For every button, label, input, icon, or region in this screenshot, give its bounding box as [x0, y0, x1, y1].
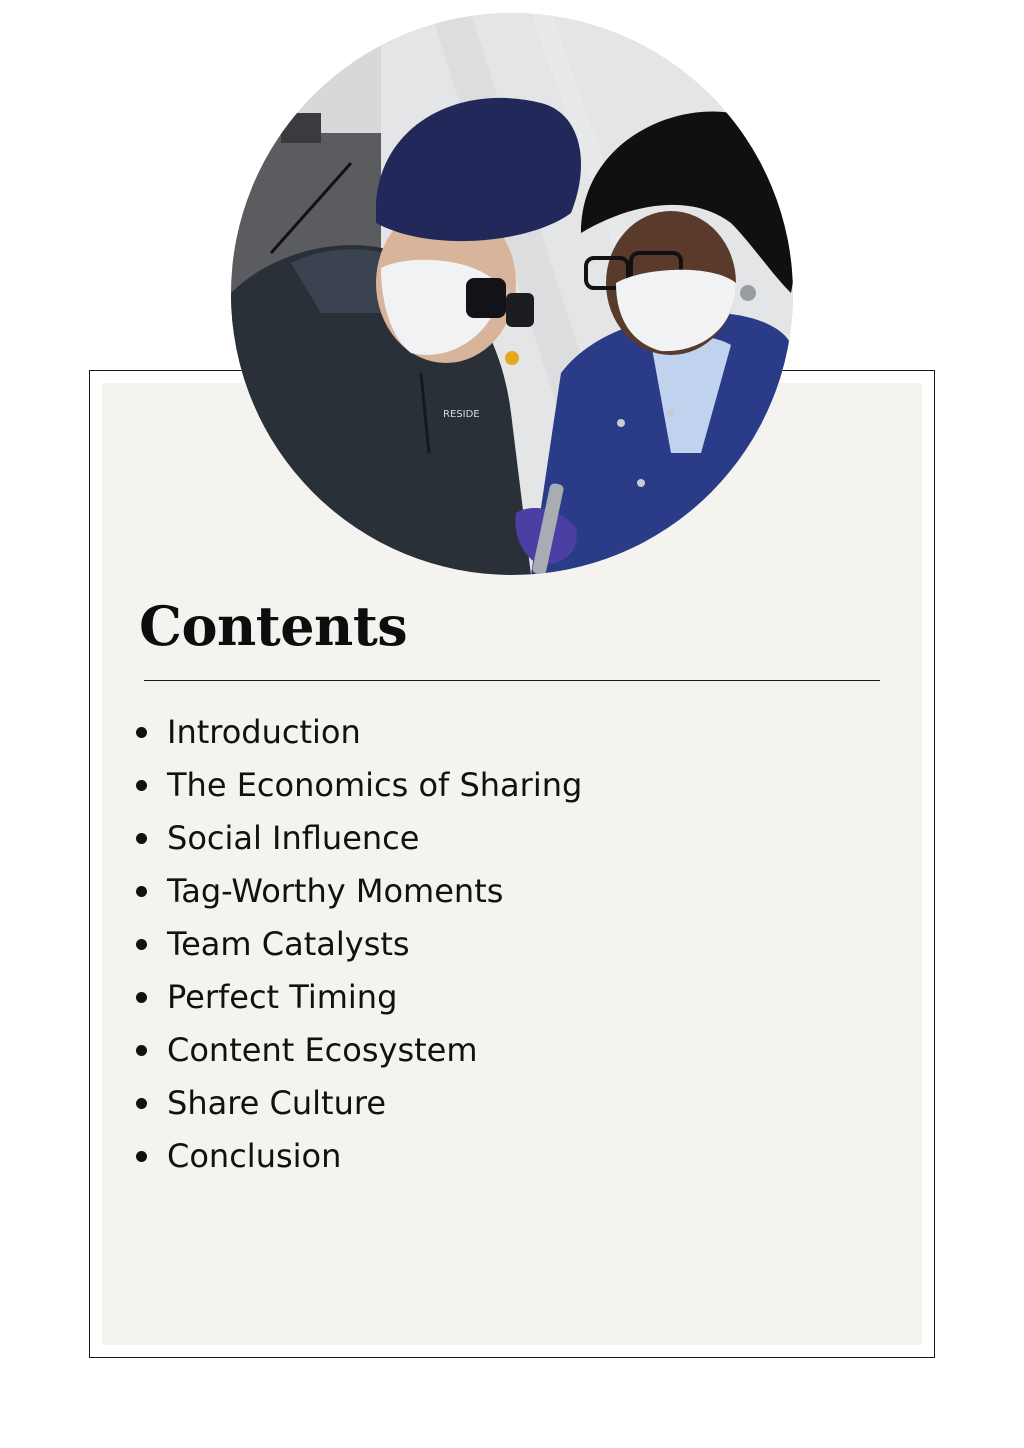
page-title: Contents	[139, 594, 408, 658]
toc-item-label: Introduction	[167, 713, 361, 751]
bullet-icon	[136, 1098, 147, 1109]
title-divider	[144, 680, 880, 681]
toc-item	[132, 1024, 582, 1077]
toc-item	[132, 918, 582, 971]
toc-item-label: Perfect Timing	[167, 978, 398, 1016]
toc-item-label: Tag-Worthy Moments	[167, 872, 504, 910]
dental-team-photo	[231, 13, 793, 575]
toc-item-label: Content Ecosystem	[167, 1031, 478, 1069]
bullet-icon	[136, 992, 147, 1003]
jacket-logo-text: RESIDE	[443, 409, 480, 420]
table-of-contents	[132, 706, 582, 1183]
toc-item-label: Share Culture	[167, 1084, 386, 1122]
bullet-icon	[136, 1045, 147, 1056]
toc-item	[132, 1130, 582, 1183]
toc-item-label: Conclusion	[167, 1137, 342, 1175]
bullet-icon	[136, 727, 147, 738]
toc-item	[132, 706, 582, 759]
bullet-icon	[136, 833, 147, 844]
bullet-icon	[136, 886, 147, 897]
toc-item	[132, 1077, 582, 1130]
toc-item	[132, 812, 582, 865]
toc-item	[132, 971, 582, 1024]
toc-item-label: The Economics of Sharing	[167, 766, 583, 804]
bullet-icon	[136, 780, 147, 791]
toc-item	[132, 759, 582, 812]
photo-illustration	[231, 13, 793, 575]
toc-item-label: Team Catalysts	[167, 925, 410, 963]
bullet-icon	[136, 939, 147, 950]
toc-item	[132, 865, 582, 918]
bullet-icon	[136, 1151, 147, 1162]
toc-item-label: Social Influence	[167, 819, 420, 857]
